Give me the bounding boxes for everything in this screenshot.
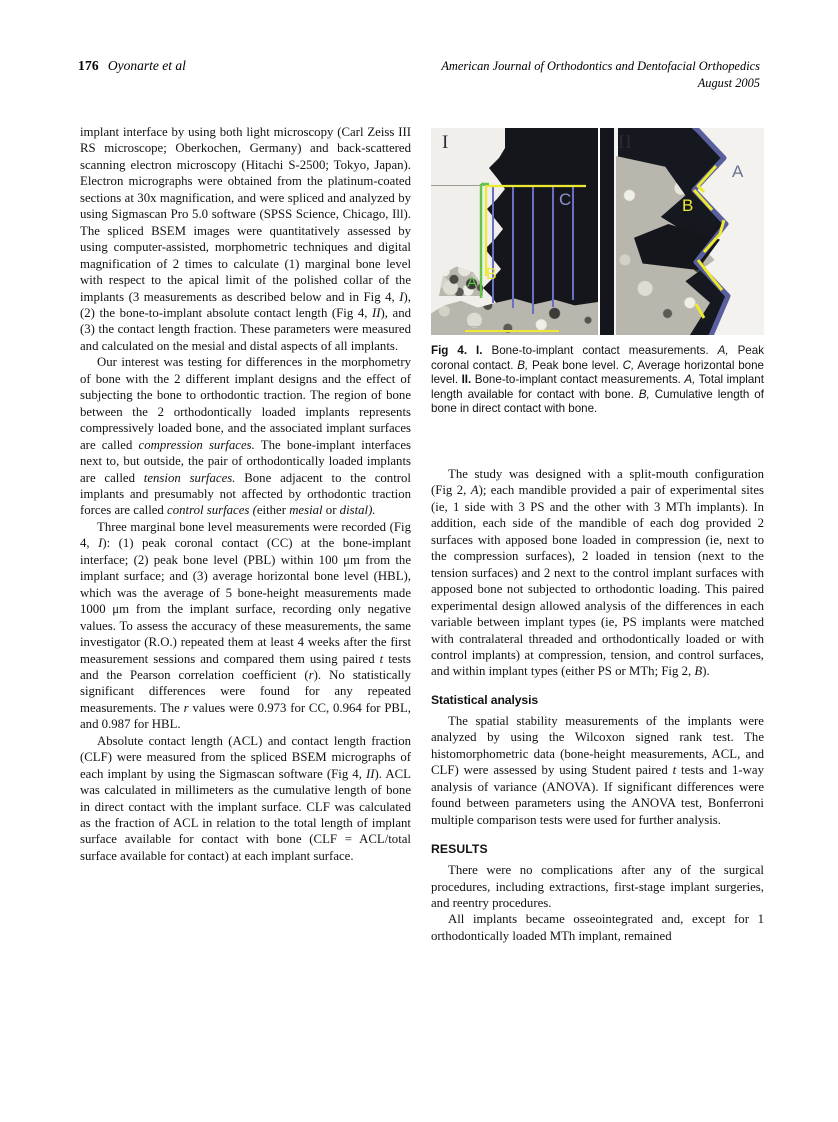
- running-head-authors: Oyonarte et al: [107, 58, 186, 73]
- caption-II-b-key: B,: [638, 387, 650, 401]
- caption-part-I-text: Bone-to-implant contact measurements.: [491, 344, 709, 357]
- paragraph-split-mouth-design: The study was designed with a split-mouth configuration (Fig 2, A); each mandible provided a pair of experimental sites (ie, 1 side with 3 PS and the other with 3 MTh implants). In addition, each side of the mandible of each dog provided 2 surfaces with apposed bone loaded in compression (ie, next to the compression surfaces), 2 loaded in tension (next to the tension surfaces) and 2 next to the control implant surfaces with apposed bone not subjected to orthodontic loading. This paired experimental design allowed analysis of the differences in each variable between implant types (ie, PS implants were matched with contralateral threaded and orthodontically loaded or with control implants) at compression, tension, and control surfaces, and within implant types (either PS or MTh; Fig 2, B).: [431, 467, 764, 679]
- figure-4-image: [431, 128, 764, 335]
- caption-II-a-text: Total implant length available for contact with bone.: [431, 373, 764, 401]
- subheading-statistical-analysis: Statistical analysis: [431, 692, 539, 707]
- label-A-panel-II: A: [732, 162, 744, 181]
- caption-I-a-text: Peak coronal contact.: [431, 344, 764, 372]
- section-heading-results: RESULTS: [431, 842, 488, 857]
- paragraph-statistical-analysis: The spatial stability measurements of the implants were analyzed by using the Wilcoxon signed rank test. The histomorphometric data (bone-height measurements, ACL, and CLF) were assessed by using Student paired t tests and 1-way analysis of variance (ANOVA). If significant differences were found between parameters using the ANOVA test, Bonferroni multiple comparison tests were used for further analysis.: [431, 713, 764, 827]
- caption-II-b-text: Cumulative length of bone in direct contact with bone.: [431, 387, 764, 416]
- label-B-panel-I: B: [486, 266, 497, 283]
- caption-part-I: I.: [476, 344, 483, 357]
- paragraph-methods-imaging: implant interface by using both light microscopy (Carl Zeiss III RS microscope; Oberkochen, Germany) and back-scattered scanning electron microscopy (Hitachi S-2500; Tokyo, Japan). Electron micrographs were obtained from the platinum-coated sections at 30x magnification, and were spliced and analyzed by using Sigmascan Pro 5.0 software (SPSS Science, Chicago, Ill). The spliced BSEM images were quantitatively assessed by using computer-assisted, morphometric techniques and digital magnification of 2 times to calculate (1) marginal bone level with respect to the apical limit of the polished collar of the implants (3 measurements as described below and in Fig 4, I), (2) the bone-to-implant absolute contact length (Fig 4, II), and (3) the contact length fraction. These parameters were measured and calculated on the mesial and distal aspects of all implants.: [80, 125, 411, 353]
- journal-title: American Journal of Orthodontics and Dentofacial Orthopedics: [441, 59, 760, 73]
- page-number: 176: [78, 58, 99, 73]
- bone-contact-segments: [600, 128, 764, 335]
- paragraph-marginal-bone-levels: Three marginal bone level measurements were recorded (Fig 4, I): (1) peak coronal contact (CC) at the bone-implant interface; (2) peak bone level (PBL) within 100 μm from the implant surface; and (3) average horizontal bone level (HBL), which was the average of 5 bone-height measurements made 1000 μm from the implant surface, recording only negative values. To assess the accuracy of these measurements, the same investigator (R.O.) repeated them at least 4 weeks after the first measurement sessions and compared them using paired t tests and the Pearson correlation coefficient (r). No statistically significant differences were found for any repeated measurements. The r values were 0.973 for CC, 0.964 for PBL, and 0.987 for HBL.: [80, 519, 412, 732]
- label-C-panel-I: C: [559, 190, 572, 209]
- running-head: [78, 58, 760, 98]
- label-A-panel-I: A: [467, 274, 478, 291]
- caption-II-a-key: A,: [684, 373, 696, 387]
- panel-II-roman-numeral: II: [618, 132, 633, 153]
- figure-4-caption: [431, 344, 764, 417]
- label-B-panel-II: B: [682, 196, 694, 215]
- paragraph-acl-clf: Absolute contact length (ACL) and contact length fraction (CLF) were measured from the spliced BSEM micrographs of each implant by using the Sigmascan software (Fig 4, II). ACL was calculated in millimeters as the cumulative length of bone in direct contact with the implant surface. CLF was calculated as the fraction of ACL in relation to the total length of implant surface available for contact with bone (CLF = ACL/total surface available for contact) at each implant surface.: [80, 733, 411, 863]
- caption-I-b-key: B,: [517, 358, 529, 372]
- micrograph-panel-II: [600, 128, 764, 335]
- issue-date: August 2005: [697, 75, 760, 90]
- right-text-column: [431, 466, 764, 944]
- running-head-left: [78, 58, 186, 74]
- caption-fig-label: Fig 4.: [431, 344, 468, 357]
- caption-part-II: II.: [461, 373, 472, 387]
- figure-4: [431, 128, 764, 417]
- caption-I-c-key: C,: [622, 358, 635, 372]
- running-head-right: [441, 58, 760, 91]
- panel-I-roman-numeral: I: [442, 132, 450, 153]
- caption-I-a-key: A,: [717, 344, 729, 357]
- caption-I-b-text: Peak bone level.: [531, 358, 619, 372]
- left-text-column: [80, 124, 411, 864]
- paragraph-results-osseointegration: All implants became osseointegrated and, except for 1 orthodontically loaded MTh implant, remained: [431, 912, 764, 943]
- paragraph-surface-definitions: Our interest was testing for differences in the morphometry of bone with the 2 different implant designs and the effect of subjecting the bone to orthodontic traction. The region of bone between the 2 orthodontically loaded implants represents compressively loaded bone, and the associated implant surfaces are called compression surfaces. The bone-implant interfaces next to, but outside, the pair of orthodontically loaded implants are called tension surfaces. Bone adjacent to the control implants and presumably not affected by orthodontic traction forces are called control surfaces (either mesial or distal).: [80, 355, 411, 518]
- caption-I-c-text: Average horizontal bone level.: [431, 358, 764, 387]
- caption-part-II-text: Bone-to-implant contact measurements.: [474, 373, 681, 387]
- paragraph-results-complications: There were no complications after any of the surgical procedures, including extractions, first-stage implant surgeries, and reentry procedures.: [431, 863, 764, 910]
- micrograph-panel-I: [431, 128, 598, 335]
- cc-green-marks: [431, 128, 598, 335]
